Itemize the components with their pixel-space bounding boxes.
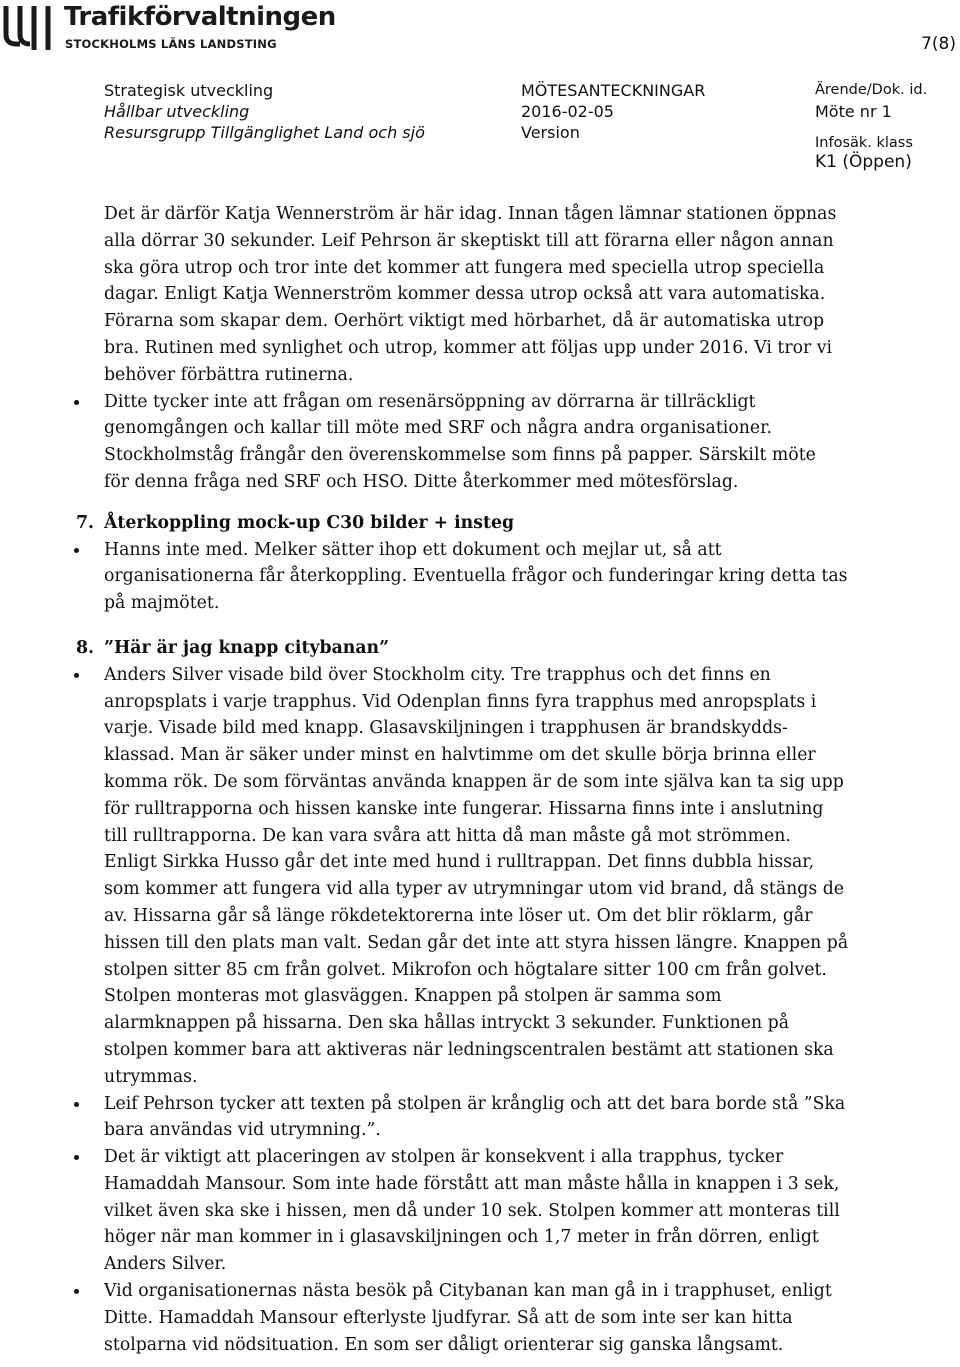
text-line: Leif Pehrson tycker att texten på stolpen är krånglig och att det bara borde stå ”Ska <box>104 1093 846 1114</box>
classification-label: Infosäk. klass <box>815 135 913 151</box>
text-line: Ditte tycker inte att frågan om resenärsöppning av dörrarna är tillräckligt <box>104 391 756 412</box>
text-line: stolpen sitter 85 cm från golvet. Mikrofon och högtalare sitter 100 cm från golvet. <box>104 959 827 980</box>
classification-value: K1 (Öppen) <box>815 152 912 172</box>
bullet-item-ditte <box>0 389 884 496</box>
page-number: 7(8) <box>921 34 956 54</box>
text-line: behöver förbättra rutinerna. <box>104 364 354 385</box>
header-group: Resursgrupp Tillgänglighet Land och sjö <box>104 123 425 142</box>
text-line: utrymmas. <box>104 1066 198 1087</box>
bullet-item-leif-pehrson <box>0 1091 884 1145</box>
text-line: alla dörrar 30 sekunder. Leif Pehrson är skeptiskt till att förarna eller någon annan <box>104 230 834 251</box>
reference-label: Ärende/Dok. id. <box>815 82 928 98</box>
section-7-heading <box>0 510 884 537</box>
text-line: Anders Silver. <box>104 1254 227 1275</box>
text-line: hissen till den plats man valt. Sedan går det inte att styra hissen längre. Knappen på <box>104 932 849 953</box>
bullet-item-placement <box>0 1144 884 1278</box>
header-unit: Hållbar utveckling <box>104 102 250 121</box>
section-8-heading <box>0 635 884 662</box>
logo-title: Trafikförvaltningen <box>64 2 336 32</box>
text-line: Stockholmståg frångår den överenskommelse som finns på papper. Särskilt möte <box>104 445 816 466</box>
trafikforvaltningen-logo-icon <box>2 4 60 52</box>
text-line: Enligt Sirkka Husso går det inte med hund i rulltrappan. Det finns dubbla hissar, <box>104 852 815 873</box>
text-line: Vid organisationernas nästa besök på Citybanan kan man gå in i trapphuset, enligt <box>104 1281 832 1302</box>
text-line: för rulltrapporna och hissen kanske inte fungerar. Hissarna finns inte i anslutning <box>104 798 824 819</box>
document-date: 2016-02-05 <box>521 102 614 121</box>
header-department: Strategisk utveckling <box>104 81 274 100</box>
text-line: dagar. Enligt Katja Wennerström kommer dessa utrop också att vara automatiska. <box>104 284 826 305</box>
text-line: stolparna vid nödsituation. En som ser dåligt orienterar sig ganska långsamt. <box>104 1334 784 1355</box>
text-line: Förarna som skapar dem. Oerhört viktigt med hörbarhet, då är automatiska utrop <box>104 311 825 332</box>
bullet-item-next-visit <box>0 1278 884 1358</box>
header-document-column <box>521 80 705 143</box>
section-title: ”Här är jag knapp citybanan” <box>104 637 390 658</box>
text-line: till rulltrapporna. De kan vara svåra att hitta då man måste gå mot strömmen. <box>104 825 791 846</box>
text-line: Det är viktigt att placeringen av stolpen är konsekvent i alla trapphus, tycker <box>104 1147 784 1168</box>
logo-subtitle: STOCKHOLMS LÄNS LANDSTING <box>65 37 277 51</box>
text-line: på majmötet. <box>104 593 220 614</box>
text-line: varje. Visade bild med knapp. Glasavskiljningen i trapphusen är brandskydds- <box>104 718 788 739</box>
document-type: MÖTESANTECKNINGAR <box>521 81 706 100</box>
bullet-item-section7 <box>0 537 884 617</box>
intro-paragraph <box>0 201 884 389</box>
text-line: Hanns inte med. Melker sätter ihop ett dokument och mejlar ut, så att <box>104 539 722 560</box>
text-line: komma rök. De som förväntas använda knappen är de som inte själva kan ta sig upp <box>104 771 844 792</box>
text-line: anropsplats i varje trapphus. Vid Odenplan finns fyra trapphus med anropsplats i <box>104 691 817 712</box>
text-line: för denna fråga ned SRF och HSO. Ditte återkommer med mötesförslag. <box>104 471 739 492</box>
text-line: genomgången och kallar till möte med SRF och några andra organisationer. <box>104 418 772 439</box>
text-line: Hamaddah Mansour. Som inte hade förstått att man måste hålla in knappen i 3 sek, <box>104 1173 840 1194</box>
text-line: vilket även ska ske i hissen, men då under 10 sek. Stolpen kommer att monteras till <box>104 1200 840 1221</box>
section-number: 8. <box>76 637 95 658</box>
text-line: som kommer att fungera vid alla typer av utrymningar utom vid brand, då stängs de <box>104 879 844 900</box>
text-line: alarmknappen på hissarna. Den ska hållas intryckt 3 sekunder. Funktionen på <box>104 1013 789 1034</box>
text-line: av. Hissarna går så länge rökdetektorerna inte löser ut. Om det blir röklarm, går <box>104 905 813 926</box>
text-line: höger när man kommer in i glasavskiljningen och 1,7 meter in från dörren, enligt <box>104 1227 819 1248</box>
document-version-label: Version <box>521 123 580 142</box>
text-line: ska göra utrop och tror inte det kommer att fungera med speciella utrop speciella <box>104 257 825 278</box>
text-line: Stolpen monteras mot glasväggen. Knappen på stolpen är samma som <box>104 986 722 1007</box>
section-title: Återkoppling mock-up C30 bilder + insteg <box>104 512 515 533</box>
text-line: organisationerna får återkoppling. Eventuella frågor och funderingar kring detta tas <box>104 566 848 587</box>
text-line: Ditte. Hamaddah Mansour efterlyste ljudfyrar. Så att de som inte ser kan hitta <box>104 1307 793 1328</box>
text-line: bara användas vid utrymning.”. <box>104 1120 381 1141</box>
text-line: bra. Rutinen med synlighet och utrop, kommer att följas upp under 2016. Vi tror vi <box>104 337 833 358</box>
text-line: stolpen kommer bara att aktiveras när ledningscentralen bestämt att stationen ska <box>104 1039 834 1060</box>
text-line: klassad. Man är säker under minst en halvtimme om det skulle börja brinna eller <box>104 745 816 766</box>
header-reference-column <box>815 80 927 122</box>
header-department-column <box>104 80 425 143</box>
reference-value: Möte nr 1 <box>815 102 892 121</box>
section-number: 7. <box>76 512 95 533</box>
text-line: Det är därför Katja Wennerström är här idag. Innan tågen lämnar stationen öppnas <box>104 204 837 224</box>
bullet-item-anders-silver <box>0 662 884 1091</box>
organization-logo <box>0 2 336 54</box>
text-line: Anders Silver visade bild över Stockholm city. Tre trapphus och det finns en <box>104 664 771 685</box>
document-body <box>0 201 960 1358</box>
